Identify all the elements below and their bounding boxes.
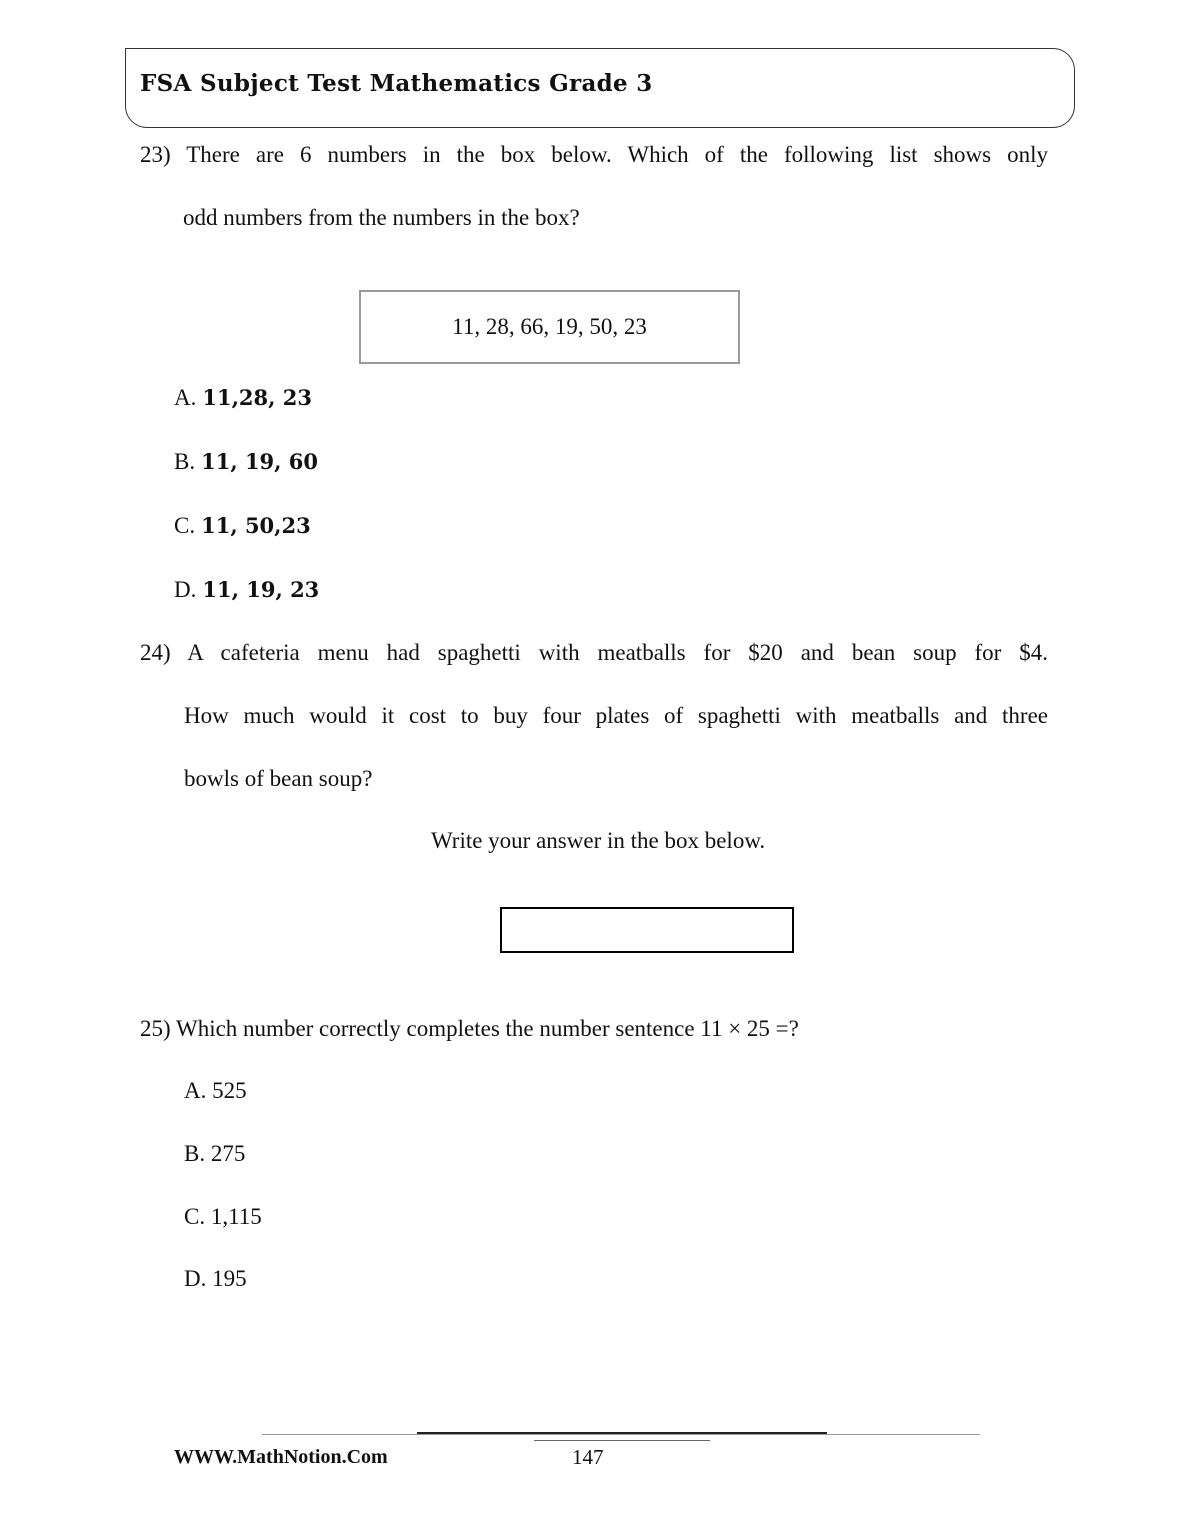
q23-option-d[interactable]	[174, 577, 319, 603]
option-text: 11, 19, 23	[202, 577, 320, 602]
q23-text-line1: 23) There are 6 numbers in the box below. Which of the following list shows only	[140, 142, 1048, 167]
q25-text-line1: 25) Which number correctly completes the number sentence 11 × 25 =?	[140, 1016, 799, 1041]
page-number: 147	[572, 1445, 604, 1469]
q25-option-a[interactable]	[184, 1078, 247, 1104]
option-letter: A.	[174, 385, 197, 410]
option-letter: D.	[184, 1266, 207, 1291]
footer-rule-thick	[417, 1432, 827, 1434]
option-letter: A.	[184, 1078, 207, 1103]
page-header-title: FSA Subject Test Mathematics Grade 3	[140, 70, 653, 97]
option-text: 275	[210, 1141, 246, 1166]
q24-text-line2: How much would it cost to buy four plates of spaghetti with meatballs and three	[184, 703, 1048, 728]
option-text: 11, 50,23	[201, 513, 311, 538]
q23-number-list: 11, 28, 66, 19, 50, 23	[452, 314, 647, 339]
option-letter: D.	[174, 577, 197, 602]
q24-text-line1: 24) A cafeteria menu had spaghetti with meatballs for $20 and bean soup for $4.	[140, 640, 1048, 665]
option-text: 11,28, 23	[202, 385, 312, 410]
footer-rule-thin	[262, 1434, 980, 1435]
q25-option-d[interactable]	[184, 1266, 247, 1292]
option-letter: B.	[174, 449, 196, 474]
q23-option-b[interactable]	[174, 449, 318, 475]
option-text: 11, 19, 60	[201, 449, 319, 474]
q25-option-c[interactable]	[184, 1204, 262, 1230]
q23-number-box	[359, 290, 740, 364]
q24-text-line3: bowls of bean soup?	[184, 766, 373, 791]
option-letter: C.	[174, 513, 196, 538]
q25-option-b[interactable]	[184, 1141, 245, 1167]
option-text: 195	[212, 1266, 247, 1291]
q23-option-a[interactable]	[174, 385, 312, 411]
q24-instruction: Write your answer in the box below.	[431, 828, 766, 853]
option-text: 525	[212, 1078, 247, 1103]
footer-website: WWW.MathNotion.Com	[174, 1446, 388, 1468]
option-letter: B.	[184, 1141, 206, 1166]
footer-rule-short	[534, 1440, 710, 1441]
q23-option-c[interactable]	[174, 513, 311, 539]
option-text: 1,115	[210, 1204, 262, 1229]
q24-answer-box[interactable]	[500, 907, 794, 953]
option-letter: C.	[184, 1204, 206, 1229]
q23-text-line2: odd numbers from the numbers in the box?	[183, 205, 580, 230]
